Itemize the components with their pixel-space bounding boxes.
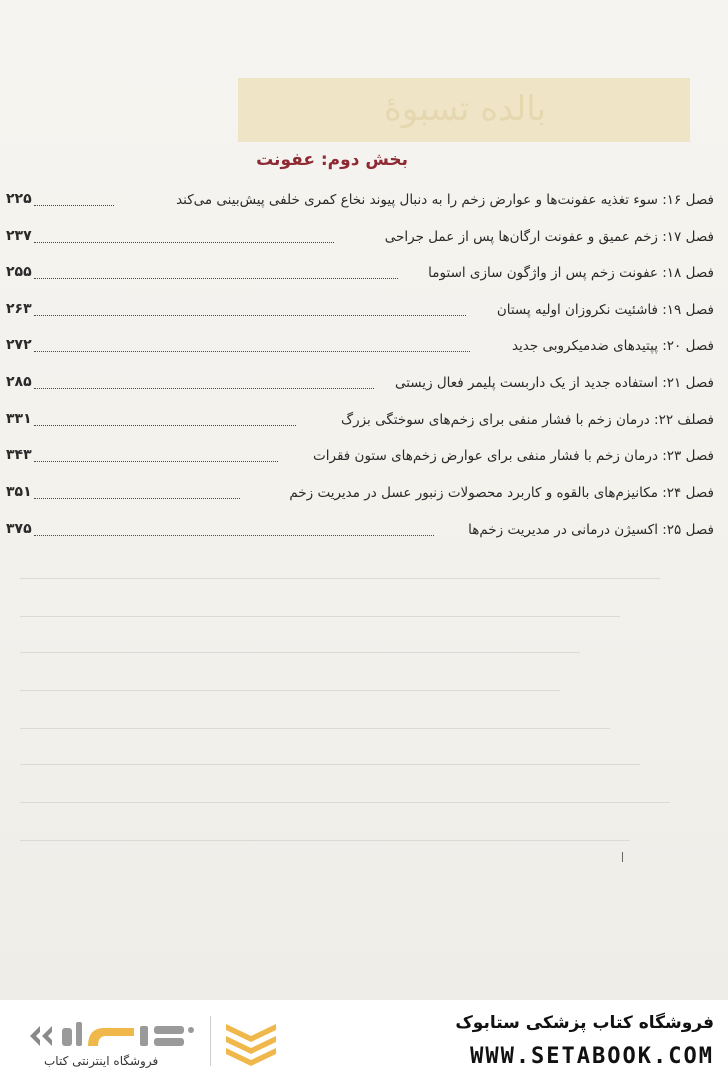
page-number: ۳۳۱	[6, 411, 32, 427]
page-number: ۳۴۳	[6, 447, 32, 463]
page-number: ۲۵۵	[6, 264, 32, 280]
bleed-through-lines	[20, 560, 710, 890]
dot-leader	[34, 351, 470, 352]
entry-title: فصل ۱۶: سوء تغذیه عفونت‌ها و عوارض زخم را به دنبال پیوند نخاع کمری خلفی پیش‌بینی می‌کند	[176, 192, 714, 208]
toc-entry[interactable]	[0, 298, 728, 328]
page-number: ۲۷۲	[6, 337, 32, 353]
entry-title: فصل ۲۴: مکانیزم‌های بالقوه و کاربرد محصولات زنبور عسل در مدیریت زخم	[289, 485, 714, 501]
page-number: ۲۸۵	[6, 374, 32, 390]
logo-divider	[210, 1016, 211, 1066]
dot-leader	[34, 388, 374, 389]
toc-entry[interactable]	[0, 261, 728, 291]
page-number: ۲۲۵	[6, 191, 32, 207]
entry-title: فصلف ۲۲: درمان زخم با فشار منفی برای زخم‌های سوختگی بزرگ	[340, 412, 714, 428]
entry-title: فصل ۱۹: فاشئیت نکروزان اولیه پستان	[496, 302, 714, 318]
dot-leader	[34, 535, 434, 536]
dot-leader	[34, 498, 240, 499]
dot-leader	[34, 205, 114, 206]
page-number: ۲۳۷	[6, 228, 32, 244]
entry-title: فصل ۲۱: استفاده جدید از یک داربست پلیمر فعال زیستی	[394, 375, 714, 391]
header-ghost-text: بالده تسبوهٔ	[383, 89, 547, 129]
page-number: ۳۷۵	[6, 521, 32, 537]
entry-title: فصل ۱۷: زخم عمیق و عفونت ارگان‌ها پس از عمل جراحی	[384, 229, 714, 245]
margin-tick	[622, 852, 623, 862]
toc-entry[interactable]	[0, 334, 728, 364]
toc-entry[interactable]	[0, 225, 728, 255]
toc-entry[interactable]	[0, 188, 728, 218]
toc-entry[interactable]	[0, 371, 728, 401]
toc-entry[interactable]	[0, 518, 728, 548]
entry-title: فصل ۱۸: عفونت زخم پس از واژگون سازی استوما	[428, 265, 714, 281]
section-title: بخش دوم: عفونت	[256, 150, 408, 170]
dot-leader	[34, 242, 334, 243]
toc-entry[interactable]	[0, 408, 728, 438]
dot-leader	[34, 315, 466, 316]
dot-leader	[34, 278, 398, 279]
store-name: فروشگاه کتاب پزشکی ستابوک	[455, 1013, 714, 1033]
stacked-books-emblem-icon	[222, 1014, 280, 1068]
entry-title: فصل ۲۳: درمان زخم با فشار منفی برای عوارض زخم‌های ستون فقرات	[313, 448, 714, 464]
entry-title: فصل ۲۰: پپتیدهای ضدمیکروبی جدید	[511, 338, 714, 354]
toc-entry[interactable]	[0, 481, 728, 511]
setabook-logo[interactable]	[24, 1010, 284, 1072]
store-footer	[0, 1000, 728, 1080]
logo-tagline: فروشگاه اینترنتی کتاب	[44, 1054, 159, 1068]
page-number: ۲۶۳	[6, 301, 32, 317]
toc-entry[interactable]	[0, 444, 728, 474]
dot-leader	[34, 425, 296, 426]
page-number: ۳۵۱	[6, 484, 32, 500]
store-url-link[interactable]: WWW.SETABOOK.COM	[470, 1044, 714, 1069]
entry-title: فصل ۲۵: اکسیژن درمانی در مدیریت زخم‌ها	[468, 522, 714, 538]
dot-leader	[34, 461, 278, 462]
logo-wordmark-icon	[24, 1016, 199, 1054]
